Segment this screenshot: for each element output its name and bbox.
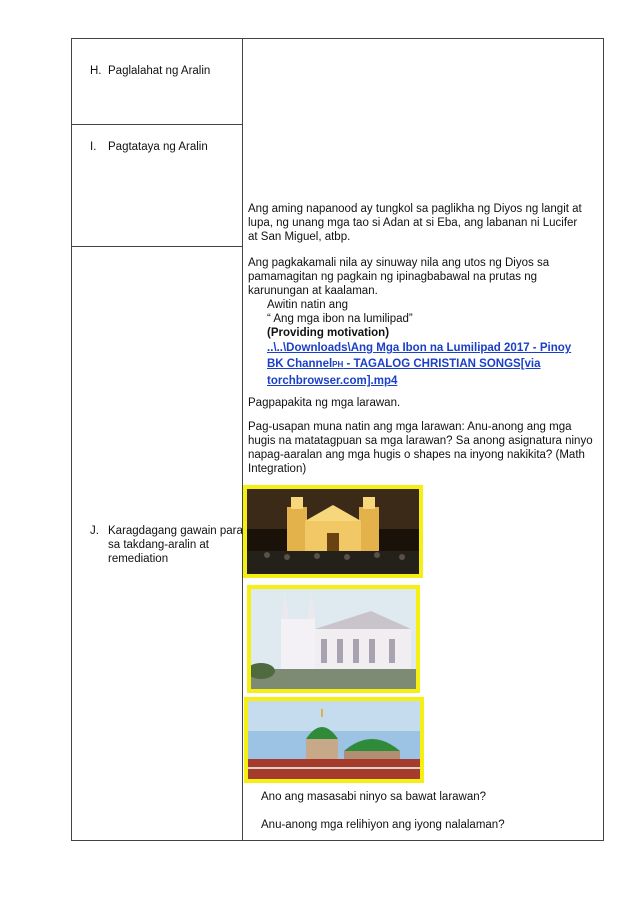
text-line: lupa, ng unang mga tao si Adan at si Eba, ang labanan ni Lucifer bbox=[248, 217, 578, 229]
video-link-line1[interactable]: ..\..\Downloads\Ang Mga Ibon na Lumilipad 2017 - Pinoy bbox=[267, 342, 572, 354]
text-line: at San Miguel, atbp. bbox=[248, 231, 351, 243]
mosque-image bbox=[244, 697, 424, 783]
text-line: Pagpapakita ng mga larawan. bbox=[248, 397, 401, 409]
row-label-i bbox=[90, 140, 208, 154]
text-line: pamamagitan ng pagkain ng ipinagbabawal na prutas ng bbox=[248, 271, 537, 283]
row-label-h bbox=[90, 64, 210, 78]
video-link-line2[interactable]: BK ChannelPH - TAGALOG CHRISTIAN SONGS[via bbox=[267, 358, 541, 370]
song-intro: Awitin natin ang bbox=[267, 299, 348, 311]
text-line: Anu-anong mga relihiyon ang iyong nalalaman? bbox=[261, 819, 505, 831]
text-line: karunungan at kaalaman. bbox=[248, 285, 378, 297]
motivation-label: (Providing motivation) bbox=[267, 327, 390, 339]
row-title-j-line2: sa takdang-aralin at bbox=[108, 539, 210, 551]
discussion-paragraph bbox=[248, 420, 594, 476]
white-church-image bbox=[247, 585, 420, 693]
paragraph-mistake bbox=[248, 256, 594, 298]
text-line: hugis na matatagpuan sa mga larawan? Sa anong asignatura ninyo bbox=[248, 435, 593, 447]
row-label-j bbox=[90, 524, 243, 566]
row-title-j-line3: remediation bbox=[108, 553, 169, 565]
text-line: napag-aaralan ang mga hugis o shapes na inyong nakikita? (Math bbox=[248, 449, 585, 461]
question-1 bbox=[261, 790, 594, 804]
row-marker-h: H. bbox=[90, 65, 102, 77]
question-2 bbox=[261, 818, 594, 832]
text-line: Ang pagkakamali nila ay sinuway nila ang utos ng Diyos sa bbox=[248, 257, 550, 269]
song-block bbox=[248, 298, 613, 389]
row-marker-j: J. bbox=[90, 525, 99, 537]
text-line: Ano ang masasabi ninyo sa bawat larawan? bbox=[261, 791, 487, 803]
text-line: Integration) bbox=[248, 463, 307, 475]
basilica-image bbox=[243, 485, 423, 578]
row-title-h: Paglalahat ng Aralin bbox=[108, 65, 211, 77]
row-marker-i: I. bbox=[90, 141, 97, 153]
column-divider bbox=[242, 38, 243, 841]
row-divider-h bbox=[71, 124, 242, 125]
row-title-i: Pagtataya ng Aralin bbox=[108, 141, 208, 153]
paragraph-summary bbox=[248, 202, 594, 244]
show-pictures-text bbox=[248, 396, 594, 410]
row-title-j-line1: Karagdagang gawain para bbox=[108, 525, 243, 537]
row-divider-i bbox=[71, 246, 242, 247]
text-line: Ang aming napanood ay tungkol sa paglikha ng Diyos ng langit at bbox=[248, 203, 582, 215]
video-link-line3[interactable]: torchbrowser.com].mp4 bbox=[267, 375, 398, 387]
song-title: “ Ang mga ibon na lumilipad” bbox=[267, 313, 413, 325]
text-line: Pag-usapan muna natin ang mga larawan: Anu-anong ang mga bbox=[248, 421, 572, 433]
